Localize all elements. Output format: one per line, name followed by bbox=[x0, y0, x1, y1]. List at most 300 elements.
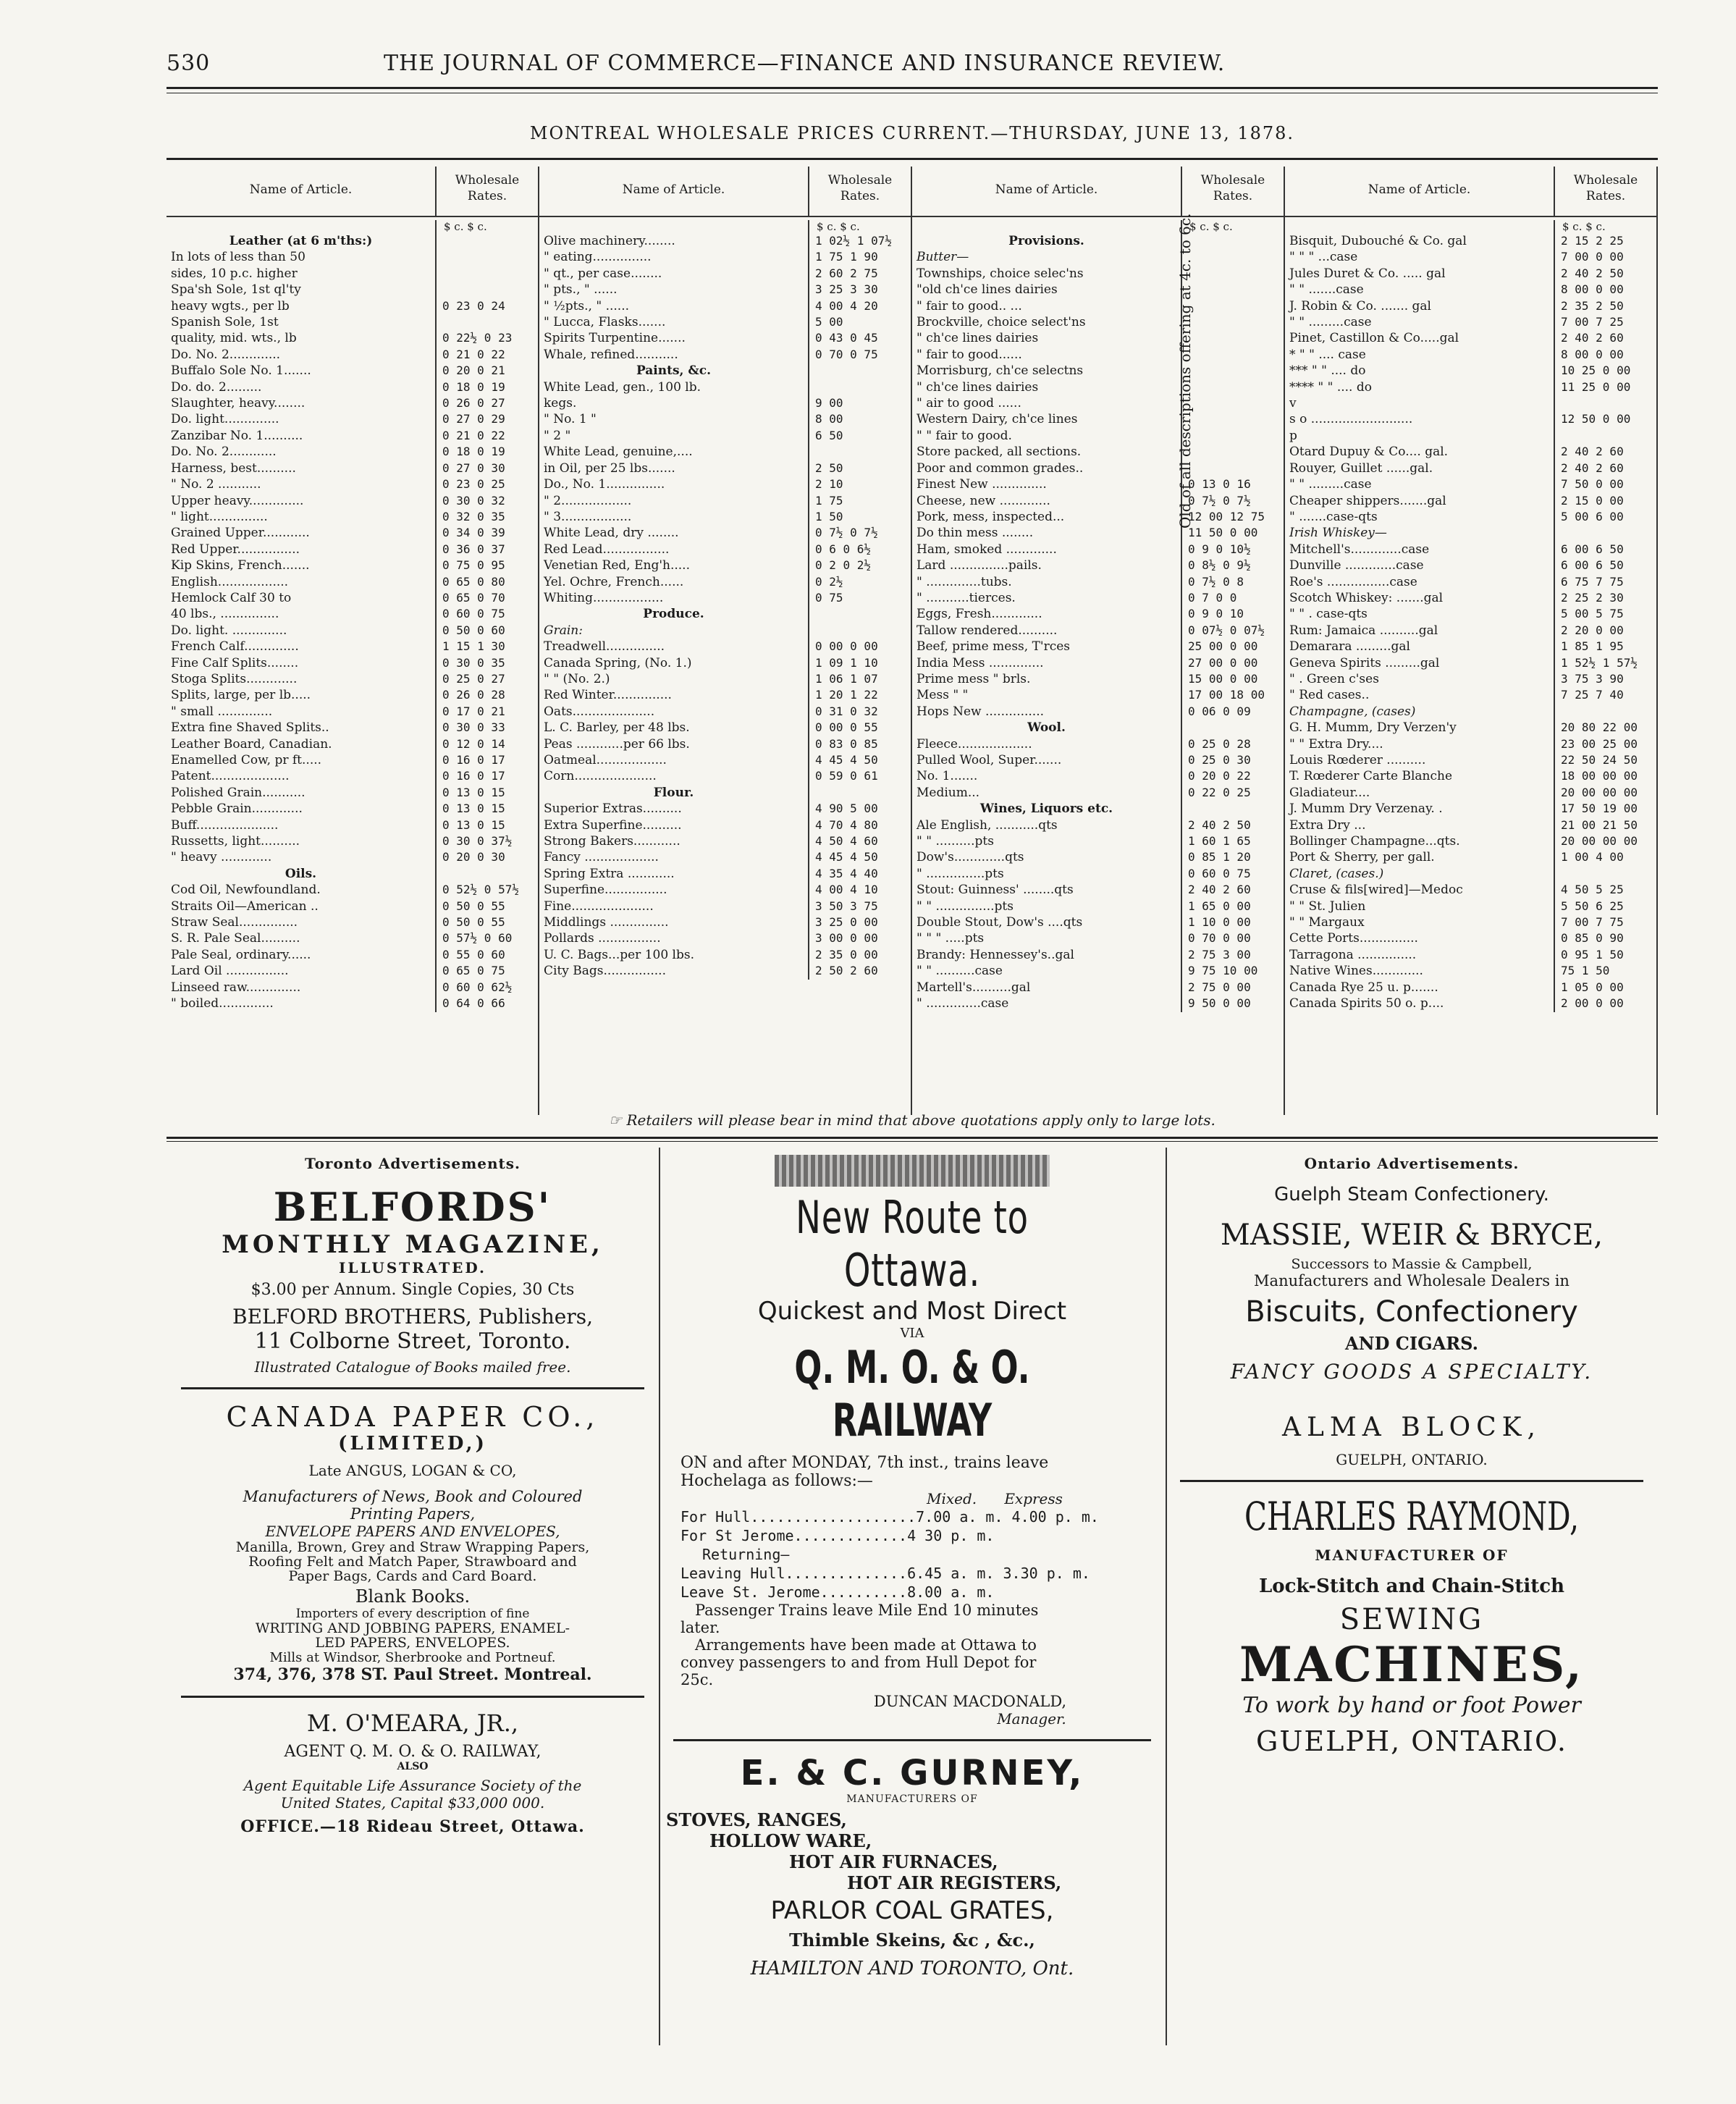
price-row bbox=[539, 930, 911, 946]
section-heading bbox=[539, 785, 911, 801]
price-row bbox=[167, 444, 538, 460]
article-name: * " " .... case bbox=[1285, 347, 1555, 363]
price-row bbox=[539, 655, 911, 671]
article-name: Red Lead................. bbox=[539, 542, 809, 557]
price-row bbox=[1285, 833, 1656, 849]
wholesale-rate: 2 40 2 60 bbox=[1188, 883, 1251, 897]
article-name: " Red cases.. bbox=[1285, 687, 1555, 703]
article-name: " ...........tierces. bbox=[912, 590, 1182, 606]
belfords-title: BELFORDS' bbox=[273, 1184, 552, 1230]
price-row bbox=[912, 899, 1284, 914]
price-row bbox=[1285, 882, 1656, 898]
article-name: Oatmeal.................. bbox=[539, 752, 809, 768]
article-name: Hops New ............... bbox=[912, 704, 1182, 720]
wholesale-rate: 0 18 0 19 bbox=[442, 379, 505, 394]
header-rule bbox=[167, 87, 1658, 89]
manufacturers-dealers: Manufacturers and Wholesale Dealers in bbox=[1254, 1272, 1569, 1289]
column-header bbox=[912, 167, 1284, 217]
advertisements bbox=[167, 1148, 1658, 2045]
article-name: J. Mumm Dry Verzenay. . bbox=[1285, 801, 1555, 817]
separator bbox=[181, 1387, 644, 1389]
article-name: Cheaper shippers.......gal bbox=[1285, 493, 1555, 509]
article-name: Mess " " bbox=[912, 687, 1182, 703]
article-name: Champagne, (cases) bbox=[1285, 704, 1555, 720]
article-name: Finest New .............. bbox=[912, 476, 1182, 492]
article-name: Demarara .........gal bbox=[1285, 639, 1555, 655]
wholesale-rate: 6 00 6 50 bbox=[1561, 542, 1624, 556]
illustrated: ILLUSTRATED. bbox=[339, 1259, 486, 1276]
price-row bbox=[539, 623, 911, 639]
price-row bbox=[167, 379, 538, 395]
wholesale-rate: 0 13 0 16 bbox=[1188, 477, 1251, 492]
express-label: Express bbox=[1004, 1490, 1063, 1507]
wholesale-rate: 0 70 0 00 bbox=[1188, 931, 1251, 946]
wholesale-rate: 0 55 0 60 bbox=[442, 947, 505, 961]
article-name: L. C. Barley, per 48 lbs. bbox=[539, 720, 809, 736]
wholesale-rate bbox=[1555, 525, 1656, 541]
price-row bbox=[912, 249, 1284, 265]
article-name: Claret, (cases.) bbox=[1285, 866, 1555, 882]
wholesale-rate: 0 85 0 90 bbox=[1561, 931, 1624, 946]
wholesale-rate bbox=[1182, 347, 1284, 363]
wholesale-rate: 0 25 0 27 bbox=[442, 671, 505, 686]
price-row bbox=[167, 330, 538, 346]
article-name: " " St. Julien bbox=[1285, 899, 1555, 914]
article-name: Rouyer, Guillet ......gal. bbox=[1285, 460, 1555, 476]
wholesale-rate bbox=[1555, 866, 1656, 882]
quickest: Quickest and Most Direct bbox=[757, 1297, 1067, 1326]
price-row bbox=[912, 266, 1284, 282]
wholesale-rate: 27 00 0 00 bbox=[1188, 655, 1258, 670]
article-name: Red Upper................ bbox=[167, 542, 437, 557]
wholesale-rate: 9 00 bbox=[815, 396, 843, 411]
schedule-5: Leave St. Jerome..........8.00 a. m. bbox=[681, 1583, 995, 1601]
limited: (LIMITED,) bbox=[338, 1433, 487, 1455]
wholesale-rate: 2 35 2 50 bbox=[1561, 298, 1624, 313]
wholesale-rate bbox=[1182, 428, 1284, 444]
article-name: Pollards ................ bbox=[539, 930, 809, 946]
article-name: Paints, &c. bbox=[539, 363, 809, 379]
wholesale-rate: 3 75 3 90 bbox=[1561, 671, 1624, 686]
equitable-2: United States, Capital $33,000 000. bbox=[280, 1794, 545, 1811]
price-row bbox=[1285, 590, 1656, 606]
mixed-express-head bbox=[659, 1490, 1166, 1507]
article-name: " ...............pts bbox=[912, 866, 1182, 882]
article-name: Jules Duret & Co. ..... gal bbox=[1285, 266, 1555, 282]
wholesale-rate: 0 7½ 0 7½ bbox=[1188, 493, 1251, 508]
retailers-note: ☞ Retailers will please bear in mind that above quotations apply only to large lots. bbox=[609, 1111, 1215, 1129]
article-name: *** " " .... do bbox=[1285, 363, 1555, 379]
article-name: Do. No. 2............ bbox=[167, 444, 437, 460]
price-row bbox=[912, 785, 1284, 801]
price-row bbox=[1285, 930, 1656, 946]
price-row bbox=[1285, 509, 1656, 525]
article-name: " ch'ce lines dairies bbox=[912, 330, 1182, 346]
price-row bbox=[167, 590, 538, 606]
wholesale-rate: 2 40 2 60 bbox=[1561, 445, 1624, 459]
article-name: Beef, prime mess, T'rces bbox=[912, 639, 1182, 655]
wholesale-rate: 0 50 0 55 bbox=[442, 915, 505, 930]
article-name: Straw Seal............... bbox=[167, 914, 437, 930]
price-column-4 bbox=[1285, 167, 1658, 1115]
passenger-2: later. bbox=[681, 1619, 720, 1636]
wholesale-rate bbox=[1182, 330, 1284, 346]
ads-top-rule-thin bbox=[167, 1141, 1658, 1142]
article-name: Fleece................... bbox=[912, 736, 1182, 752]
price-row bbox=[539, 736, 911, 752]
price-row bbox=[1285, 752, 1656, 768]
price-row bbox=[167, 980, 538, 996]
mfrs-line-2: Printing Papers, bbox=[350, 1505, 476, 1523]
article-name: " " " ...case bbox=[1285, 249, 1555, 265]
wholesale-rate: 2 15 2 25 bbox=[1561, 234, 1624, 248]
ontario-heading: Ontario Advertisements. bbox=[1304, 1155, 1520, 1172]
notice-2: Hochelaga as follows:— bbox=[681, 1472, 873, 1490]
wholesale-rate: 0 26 0 27 bbox=[442, 396, 505, 411]
article-name: Store packed, all sections. bbox=[912, 444, 1182, 460]
price-row bbox=[539, 282, 911, 298]
wholesale-rate: 2 00 0 00 bbox=[1561, 996, 1624, 1011]
price-row bbox=[912, 996, 1284, 1011]
article-name: Poor and common grades.. bbox=[912, 460, 1182, 476]
wholesale-rate: 4 00 4 20 bbox=[815, 298, 878, 313]
price-row bbox=[912, 557, 1284, 573]
price-row bbox=[167, 914, 538, 930]
article-name: Linseed raw.............. bbox=[167, 980, 437, 996]
importers: Importers of every description of fine bbox=[295, 1607, 530, 1621]
article-name: Patent.................... bbox=[167, 768, 437, 784]
section-heading bbox=[167, 233, 538, 249]
price-row bbox=[912, 704, 1284, 720]
article-name: " 2 " bbox=[539, 428, 809, 444]
price-rows bbox=[539, 233, 911, 980]
wholesale-rate: 25 00 0 00 bbox=[1188, 639, 1258, 654]
signer-title: Manager. bbox=[997, 1710, 1066, 1728]
price-row bbox=[912, 493, 1284, 509]
notice-1: ON and after MONDAY, 7th inst., trains leave bbox=[681, 1454, 1049, 1472]
article-name: " qt., per case........ bbox=[539, 266, 809, 282]
wholesale-rate bbox=[809, 363, 911, 379]
wholesale-rate: 0 17 0 21 bbox=[442, 704, 505, 718]
wholesale-rate: 1 20 1 22 bbox=[815, 688, 878, 702]
price-row bbox=[1285, 914, 1656, 930]
price-row bbox=[912, 379, 1284, 395]
article-name: Corn..................... bbox=[539, 768, 809, 784]
article-name: Oats..................... bbox=[539, 704, 809, 720]
dollar-cents-label: $ c. $ c. bbox=[1189, 220, 1233, 233]
article-name: Native Wines............. bbox=[1285, 963, 1555, 979]
wholesale-rate: 18 00 00 00 bbox=[1561, 769, 1638, 783]
price-row bbox=[167, 493, 538, 509]
wholesale-rate bbox=[809, 623, 911, 639]
article-name: Butter— bbox=[912, 249, 1182, 265]
article-name: Yel. Ochre, French...... bbox=[539, 574, 809, 590]
article-name: " light............... bbox=[167, 509, 437, 525]
article-name: U. C. Bags...per 100 lbs. bbox=[539, 947, 809, 963]
article-name: T. Rœderer Carte Blanche bbox=[1285, 768, 1555, 784]
wholesale-rate: 6 75 7 75 bbox=[1561, 574, 1624, 589]
article-name: Pork, mess, inspected... bbox=[912, 509, 1182, 525]
wholesale-rate: 0 23 0 25 bbox=[442, 477, 505, 492]
article-name: Do. light.............. bbox=[167, 411, 437, 427]
manufacturer-of: MANUFACTURER OF bbox=[1315, 1547, 1509, 1564]
article-name: English.................. bbox=[167, 574, 437, 590]
price-row bbox=[167, 947, 538, 963]
price-row bbox=[539, 704, 911, 720]
price-row bbox=[912, 930, 1284, 946]
price-row bbox=[167, 639, 538, 655]
wholesale-rate: 0 32 0 35 bbox=[442, 509, 505, 523]
gurney-title: E. & C. GURNEY, bbox=[740, 1753, 1084, 1793]
ontario-ads bbox=[1166, 1148, 1658, 2045]
wholesale-rate: 0 65 0 80 bbox=[442, 574, 505, 589]
price-row bbox=[912, 606, 1284, 622]
price-row bbox=[1285, 266, 1656, 282]
wholesale-rates-header: Wholesale Rates. bbox=[1200, 173, 1265, 203]
wholesale-rate: 1 10 0 00 bbox=[1188, 915, 1251, 930]
dollar-cents-label: $ c. $ c. bbox=[817, 220, 860, 233]
article-name: Double Stout, Dow's ....qts bbox=[912, 914, 1182, 930]
article-name: Lard ...............pails. bbox=[912, 557, 1182, 573]
wholesale-rate: 1 02½ 1 07½ bbox=[815, 234, 892, 248]
article-name: Do. do. 2......... bbox=[167, 379, 437, 395]
article-name: Whale, refined........... bbox=[539, 347, 809, 363]
wholesale-rate: 0 9 0 10 bbox=[1188, 607, 1244, 621]
article-name: heavy wgts., per lb bbox=[167, 298, 437, 314]
article-name: Spa'sh Sole, 1st ql'ty bbox=[167, 282, 437, 298]
article-name: Pebble Grain............. bbox=[167, 801, 437, 817]
article-name: Otard Dupuy & Co.... gal. bbox=[1285, 444, 1555, 460]
wholesale-rate: 0 27 0 30 bbox=[442, 460, 505, 475]
newspaper-page bbox=[167, 29, 1658, 2056]
schedule-3: Returning— bbox=[702, 1546, 790, 1563]
table-top-rule bbox=[167, 158, 1658, 160]
article-name: " " (No. 2.) bbox=[539, 671, 809, 687]
price-row bbox=[1285, 963, 1656, 979]
article-name: French Calf.............. bbox=[167, 639, 437, 655]
massie-title: MASSIE, WEIR & BRYCE, bbox=[1220, 1219, 1604, 1252]
article-name: Cette Ports............... bbox=[1285, 930, 1555, 946]
wholesale-rate: 0 7 0 0 bbox=[1188, 590, 1237, 605]
lockstitch: Lock-Stitch and Chain-Stitch bbox=[1258, 1575, 1565, 1597]
article-name: Strong Bakers............ bbox=[539, 833, 809, 849]
article-name: Cheese, new ............. bbox=[912, 493, 1182, 509]
article-name: " pts., " ...... bbox=[539, 282, 809, 298]
article-name: Geneva Spirits .........gal bbox=[1285, 655, 1555, 671]
article-name: Ham, smoked ............. bbox=[912, 542, 1182, 557]
article-name: Enamelled Cow, pr ft..... bbox=[167, 752, 437, 768]
price-row bbox=[539, 444, 911, 460]
wholesale-rate: 0 57½ 0 60 bbox=[442, 931, 513, 946]
price-row bbox=[1285, 249, 1656, 265]
article-name: Russetts, light.......... bbox=[167, 833, 437, 849]
guelph-steam: Guelph Steam Confectionery. bbox=[1274, 1184, 1549, 1205]
schedule-4: Leaving Hull..............6.45 a. m. 3.30 p. m. bbox=[681, 1565, 1090, 1582]
wholesale-rate: 0 52½ 0 57½ bbox=[442, 883, 519, 897]
article-name: " " ..........case bbox=[912, 963, 1182, 979]
wholesale-rate: 0 23 0 24 bbox=[442, 298, 505, 313]
wholesale-rate bbox=[809, 379, 911, 395]
wholesale-rate: 2 15 0 00 bbox=[1561, 493, 1624, 508]
wholesale-rate: 0 21 0 22 bbox=[442, 428, 505, 442]
wholesale-rate: 0 50 0 55 bbox=[442, 899, 505, 913]
wholesale-rate: 5 00 5 75 bbox=[1561, 607, 1624, 621]
dollar-cents-label: $ c. $ c. bbox=[1562, 220, 1606, 233]
journal-title: THE JOURNAL OF COMMERCE—FINANCE AND INSURANCE REVIEW. bbox=[384, 51, 1226, 76]
price-row bbox=[539, 314, 911, 330]
price-row bbox=[167, 833, 538, 849]
wholesale-rate: 2 75 0 00 bbox=[1188, 980, 1251, 994]
wholesale-rate: 0 7½ 0 8 bbox=[1188, 574, 1244, 589]
wholesale-rate bbox=[1182, 720, 1284, 736]
ads-top-rule bbox=[167, 1137, 1658, 1139]
price-row bbox=[1285, 574, 1656, 590]
price-row bbox=[1285, 314, 1656, 330]
price-row bbox=[912, 476, 1284, 492]
price-row bbox=[539, 411, 911, 427]
manufacturers-of: MANUFACTURERS OF bbox=[846, 1793, 978, 1805]
wholesale-rate: 2 40 2 50 bbox=[1188, 817, 1251, 832]
article-name: " No. 2 ........... bbox=[167, 476, 437, 492]
wholesale-rate: 0 6 0 6½ bbox=[815, 542, 872, 556]
price-row bbox=[1285, 947, 1656, 963]
wholesale-rate: 0 30 0 32 bbox=[442, 493, 505, 508]
wholesale-rate bbox=[437, 249, 538, 265]
section-heading bbox=[539, 606, 911, 622]
price-row bbox=[1285, 720, 1656, 736]
wholesale-rate: 1 75 1 90 bbox=[815, 250, 878, 264]
furnaces: HOT AIR FURNACES, bbox=[789, 1851, 998, 1872]
price-row bbox=[1285, 557, 1656, 573]
price-row bbox=[1285, 866, 1656, 882]
article-name: Extra Dry ... bbox=[1285, 817, 1555, 833]
article-name: Produce. bbox=[539, 606, 809, 622]
article-name: Prime mess " brls. bbox=[912, 671, 1182, 687]
price-row bbox=[539, 590, 911, 606]
price-row bbox=[912, 590, 1284, 606]
via: VIA bbox=[900, 1326, 924, 1341]
article-name: Roe's ................case bbox=[1285, 574, 1555, 590]
article-name: S. R. Pale Seal.......... bbox=[167, 930, 437, 946]
article-name: Brandy: Hennessey's..gal bbox=[912, 947, 1182, 963]
wholesale-rate: 5 00 bbox=[815, 315, 843, 329]
price-row bbox=[912, 428, 1284, 444]
article-name: Lard Oil ................ bbox=[167, 963, 437, 979]
article-name: Red Winter............... bbox=[539, 687, 809, 703]
wholesale-rate: 7 50 0 00 bbox=[1561, 477, 1624, 492]
article-name: Provisions. bbox=[912, 233, 1182, 249]
price-row bbox=[539, 298, 911, 314]
catalogue-note: Illustrated Catalogue of Books mailed free. bbox=[254, 1358, 571, 1376]
toronto-heading: Toronto Advertisements. bbox=[305, 1155, 521, 1172]
price-row bbox=[539, 509, 911, 525]
wholesale-rate bbox=[1555, 428, 1656, 444]
article-name: "old ch'ce lines dairies bbox=[912, 282, 1182, 298]
wholesale-rate: 0 36 0 37 bbox=[442, 542, 505, 556]
wholesale-rate: 0 95 1 50 bbox=[1561, 947, 1624, 961]
article-name: Upper heavy.............. bbox=[167, 493, 437, 509]
arrange-3: 25c. bbox=[681, 1671, 714, 1688]
article-name: " 2.................. bbox=[539, 493, 809, 509]
article-name: Whiting.................. bbox=[539, 590, 809, 606]
price-row bbox=[539, 428, 911, 444]
name-of-article-header: Name of Article. bbox=[1285, 167, 1555, 216]
monthly-magazine: MONTHLY MAGAZINE, bbox=[222, 1230, 604, 1259]
wholesale-rate bbox=[437, 266, 538, 282]
hamilton-toronto: HAMILTON AND TORONTO, Ont. bbox=[750, 1958, 1074, 1979]
wholesale-rate: 0 65 0 75 bbox=[442, 964, 505, 978]
wholesale-rate: 8 00 bbox=[815, 412, 843, 426]
article-name: Kip Skins, French....... bbox=[167, 557, 437, 573]
thimble-skeins: Thimble Skeins, &c , &c., bbox=[789, 1930, 1035, 1951]
wholesale-rate: 0 20 0 30 bbox=[442, 850, 505, 864]
price-row bbox=[539, 720, 911, 736]
omeara-agent: AGENT Q. M. O. & O. RAILWAY, bbox=[284, 1743, 542, 1761]
article-name: kegs. bbox=[539, 395, 809, 411]
wholesale-rate: 1 52½ 1 57½ bbox=[1561, 655, 1638, 670]
arrange-1: Arrangements have been made at Ottawa to bbox=[695, 1636, 1037, 1654]
price-row bbox=[167, 266, 538, 282]
price-row bbox=[1285, 996, 1656, 1011]
subscription-price: $3.00 per Annum. Single Copies, 30 Cts bbox=[250, 1281, 575, 1299]
wholesale-rate bbox=[809, 785, 911, 801]
wholesale-rate: 0 60 0 75 bbox=[1188, 866, 1251, 880]
separator bbox=[673, 1739, 1151, 1741]
article-name: India Mess .............. bbox=[912, 655, 1182, 671]
dollar-cents-header bbox=[1285, 217, 1656, 233]
price-row bbox=[167, 347, 538, 363]
article-name: " heavy ............. bbox=[167, 849, 437, 865]
wholesale-rate bbox=[1182, 444, 1284, 460]
wholesale-rate: 2 20 0 00 bbox=[1561, 623, 1624, 637]
separator bbox=[1180, 1480, 1643, 1482]
wholesale-rate bbox=[1182, 249, 1284, 265]
price-row bbox=[1285, 639, 1656, 655]
wholesale-rate: 12 00 12 75 bbox=[1188, 509, 1265, 523]
sewing: SEWING bbox=[1339, 1603, 1484, 1636]
wholesale-rate: 1 65 0 00 bbox=[1188, 899, 1251, 913]
section-heading bbox=[912, 233, 1284, 249]
wholesale-rates-header: Wholesale Rates. bbox=[455, 173, 520, 203]
price-row bbox=[167, 428, 538, 444]
dollar-cents-label: $ c. $ c. bbox=[444, 220, 487, 233]
wholesale-rates-header: Wholesale Rates. bbox=[1573, 173, 1638, 203]
price-row bbox=[1285, 347, 1656, 363]
article-name: " " Margaux bbox=[1285, 914, 1555, 930]
price-row bbox=[167, 249, 538, 265]
wholesale-rate: 7 25 7 40 bbox=[1561, 688, 1624, 702]
price-row bbox=[167, 606, 538, 622]
price-row bbox=[167, 460, 538, 476]
registers: HOT AIR REGISTERS, bbox=[847, 1872, 1062, 1893]
price-row bbox=[167, 298, 538, 314]
section-heading bbox=[539, 363, 911, 379]
price-row bbox=[539, 882, 911, 898]
wholesale-rate: 2 40 2 50 bbox=[1561, 266, 1624, 280]
wholesale-rate: 0 13 0 15 bbox=[442, 785, 505, 799]
article-name: Fine..................... bbox=[539, 899, 809, 914]
price-column-3 bbox=[912, 167, 1285, 1115]
price-row bbox=[539, 752, 911, 768]
separator bbox=[181, 1696, 644, 1698]
article-name: White Lead, dry ........ bbox=[539, 525, 809, 541]
manilla-line-1: Manilla, Brown, Grey and Straw Wrapping Papers, bbox=[235, 1539, 590, 1555]
price-row bbox=[1285, 330, 1656, 346]
article-name: Rum: Jamaica ..........gal bbox=[1285, 623, 1555, 639]
price-row bbox=[912, 914, 1284, 930]
dollar-cents-header bbox=[539, 217, 911, 233]
price-row bbox=[539, 233, 911, 249]
